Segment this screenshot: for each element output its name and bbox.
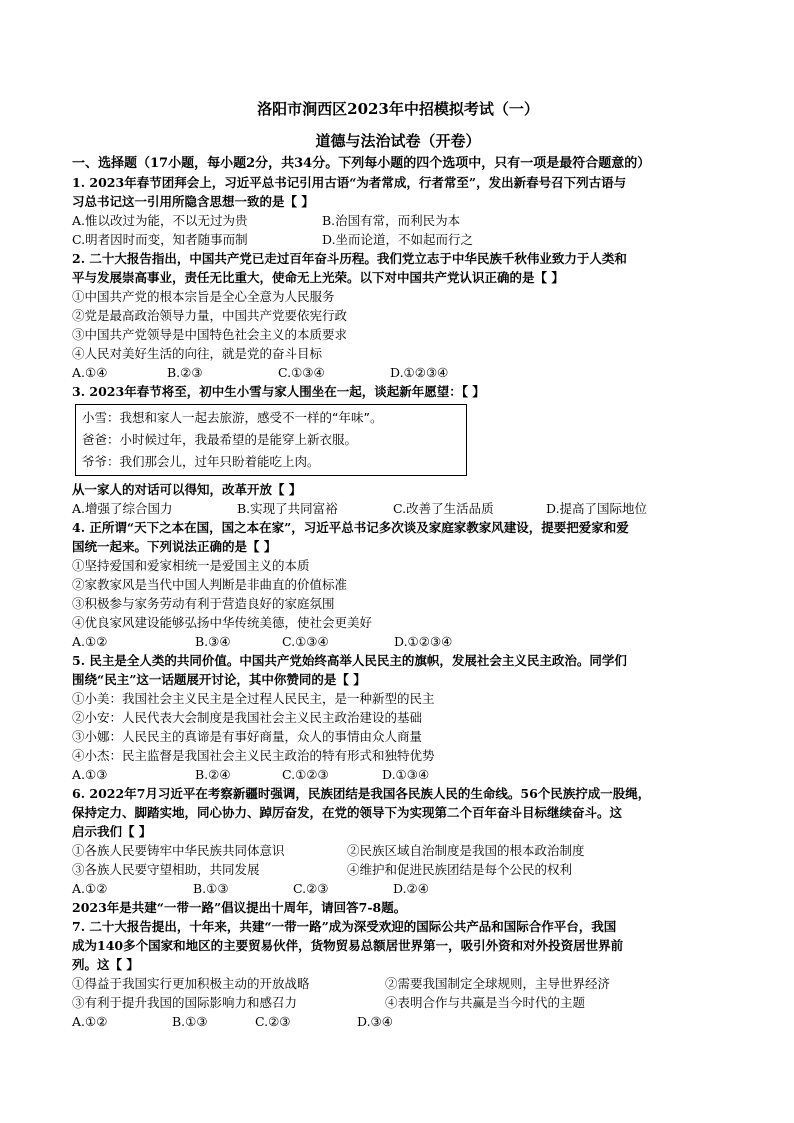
section-heading: 一、选择题（17小题，每小题2分，共34分。下列每小题的四个选项中，只有一项是最符合题意的） [72,156,651,171]
option-b: B.治国有常，而利民为本 [322,213,461,228]
option-a: A.①② [72,881,108,896]
statement-4: ④维护和促进民族团结是每个公民的权利 [347,862,573,877]
statement-3: ③积极参与家务劳动有利于营造良好的家庭氛围 [72,596,335,611]
option-row [72,1012,724,1031]
statement-1: ①坚持爱国和爱家相统一是爱国主义的本质 [72,558,310,573]
question-stem: 从一家人的对话可以得知，改革开放【 】 [72,482,302,497]
question-5 [72,651,724,784]
question-3 [72,382,724,518]
statement-2: ②小安：人民代表大会制度是我国社会主义民主政治建设的基础 [72,710,423,725]
dialogue-box [75,404,467,476]
question-stem: 3. 2023年春节将至，初中生小雪与家人围坐在一起，谈起新年愿望：【 】 [72,384,485,399]
question-6 [72,784,724,898]
statement-1: ①各族人民要铸牢中华民族共同体意识 [72,843,285,858]
option-b: B.实现了共同富裕 [237,501,338,516]
option-d: D.提高了国际地位 [546,501,648,516]
option-row [72,499,724,518]
option-b: B.②④ [195,767,231,782]
option-a: A.惟以改过为能，不以无过为贵 [72,213,248,228]
question-2 [72,249,724,382]
statement-2: ②党是最高政治领导力量，中国共产党要依宪行政 [72,308,348,323]
option-row [72,879,724,898]
statement-2: ②需要我国制定全球规则，主导世界经济 [385,976,611,991]
option-c: C.①③④ [278,365,325,380]
option-row [72,632,724,651]
option-d: D.③④ [357,1014,393,1029]
statement-row [72,841,724,860]
statement-3: ③中国共产党领导是中国特色社会主义的本质要求 [72,327,348,342]
question-stem: 4. 正所谓“天下之本在国，国之本在家”，习近平总书记多次谈及家庭家教家风建设，提要把爱家和爱 [72,520,629,535]
question-stem: 习总书记这一引用所隐含思想一致的是【 】 [72,194,314,209]
exam-title: 洛阳市涧西区2023年中招模拟考试（一） [257,100,539,118]
dialogue-line: 爸爸：小时候过年，我最希望的是能穿上新衣服。 [82,432,358,447]
exam-page [72,98,724,1031]
question-stem: 2. 二十大报告指出，中国共产党已走过百年奋斗历程。我们党立志于中华民族千秋伟业致力于人类和 [72,251,627,266]
question-stem: 平与发展崇高事业，责任无比重大，使命无上光荣。以下对中国共产党认识正确的是【 】 [72,270,564,285]
option-d: D.①②③④ [394,634,453,649]
option-c: C.②③ [255,1014,291,1029]
option-d: D.②④ [393,881,429,896]
option-row [72,230,724,249]
question-7 [72,917,724,1031]
option-row [72,363,724,382]
option-c: C.①②③ [282,767,329,782]
option-b: B.②③ [167,365,203,380]
option-row [72,211,724,230]
option-c: C.改善了生活品质 [393,501,494,516]
question-stem: 列。这【 】 [72,957,139,972]
question-stem: 6. 2022年7月习近平在考察新疆时强调，民族团结是我国各民族人民的生命线。56个民族拧成一股绳， [72,786,651,801]
statement-row [72,974,724,993]
question-stem: 保持定力、脚踏实地，同心协力、踔厉奋发，在党的领导下为实现第二个百年奋斗目标继续奋斗。这 [72,805,623,820]
statement-4: ④人民对美好生活的向往，就是党的奋斗目标 [72,346,323,361]
question-stem: 5. 民主是全人类的共同价值。中国共产党始终高举人民民主的旗帜，发展社会主义民主政治。同学们 [72,653,627,668]
option-c: C.②③ [293,881,329,896]
question-1 [72,173,724,249]
statement-row [72,860,724,879]
option-d: D.①②③④ [390,365,449,380]
statement-4: ④表明合作与共赢是当今时代的主题 [385,995,586,1010]
statement-1: ①中国共产党的根本宗旨是全心全意为人民服务 [72,289,335,304]
option-b: B.③④ [195,634,231,649]
statement-1: ①小美：我国社会主义民主是全过程人民民主，是一种新型的民主 [72,691,435,706]
question-stem: 启示我们【 】 [72,824,152,839]
question-stem: 1. 2023年春节团拜会上，习近平总书记引用古语“为者常成，行者常至”，发出新春号召下列古语与 [72,175,627,190]
exam-subtitle: 道德与法治试卷（开卷） [315,132,481,150]
option-a: A.①② [72,1014,108,1029]
question-group-heading: 2023年是共建“一带一路”倡议提出十周年，请回答7-8题。 [72,900,407,915]
dialogue-line: 爷爷：我们那会儿，过年只盼着能吃上肉。 [82,454,320,469]
option-c: C.①③④ [282,634,329,649]
option-a: A.①③ [72,767,108,782]
option-c: C.明者因时而变，知者随事而制 [72,232,248,247]
question-stem: 7. 二十大报告提出，十年来，共建“一带一路”成为深受欢迎的国际公共产品和国际合作平台，我国 [72,919,617,934]
statement-3: ③有利于提升我国的国际影响力和感召力 [72,995,298,1010]
statement-3: ③小娜：人民民主的真谛是有事好商量，众人的事情由众人商量 [72,729,423,744]
question-stem: 成为140多个国家和地区的主要贸易伙伴，货物贸易总额居世界第一，吸引外资和对外投资居世界前 [72,938,624,953]
statement-4: ④优良家风建设能够弘扬中华传统美德，使社会更美好 [72,615,373,630]
option-a: A.增强了综合国力 [72,501,173,516]
option-b: B.①③ [172,1014,208,1029]
option-a: A.①④ [72,365,108,380]
question-stem: 国统一起来。下列说法正确的是【 】 [72,539,277,554]
dialogue-line: 小雪：我想和家人一起去旅游，感受不一样的“年味”。 [82,410,383,425]
statement-row [72,993,724,1012]
statement-3: ③各族人民要守望相助，共同发展 [72,862,260,877]
statement-2: ②民族区域自治制度是我国的根本政治制度 [347,843,585,858]
option-row [72,765,724,784]
option-d: D.坐而论道，不如起而行之 [322,232,474,247]
question-stem: 围绕“民主”这一话题展开讨论，其中你赞同的是【 】 [72,672,366,687]
option-b: B.①③ [193,881,229,896]
statement-1: ①得益于我国实行更加积极主动的开放战略 [72,976,310,991]
statement-2: ②家教家风是当代中国人判断是非曲直的价值标准 [72,577,348,592]
option-d: D.①③④ [382,767,430,782]
question-4 [72,518,724,651]
statement-4: ④小杰：民主监督是我国社会主义民主政治的特有形式和独特优势 [72,748,435,763]
option-a: A.①② [72,634,108,649]
